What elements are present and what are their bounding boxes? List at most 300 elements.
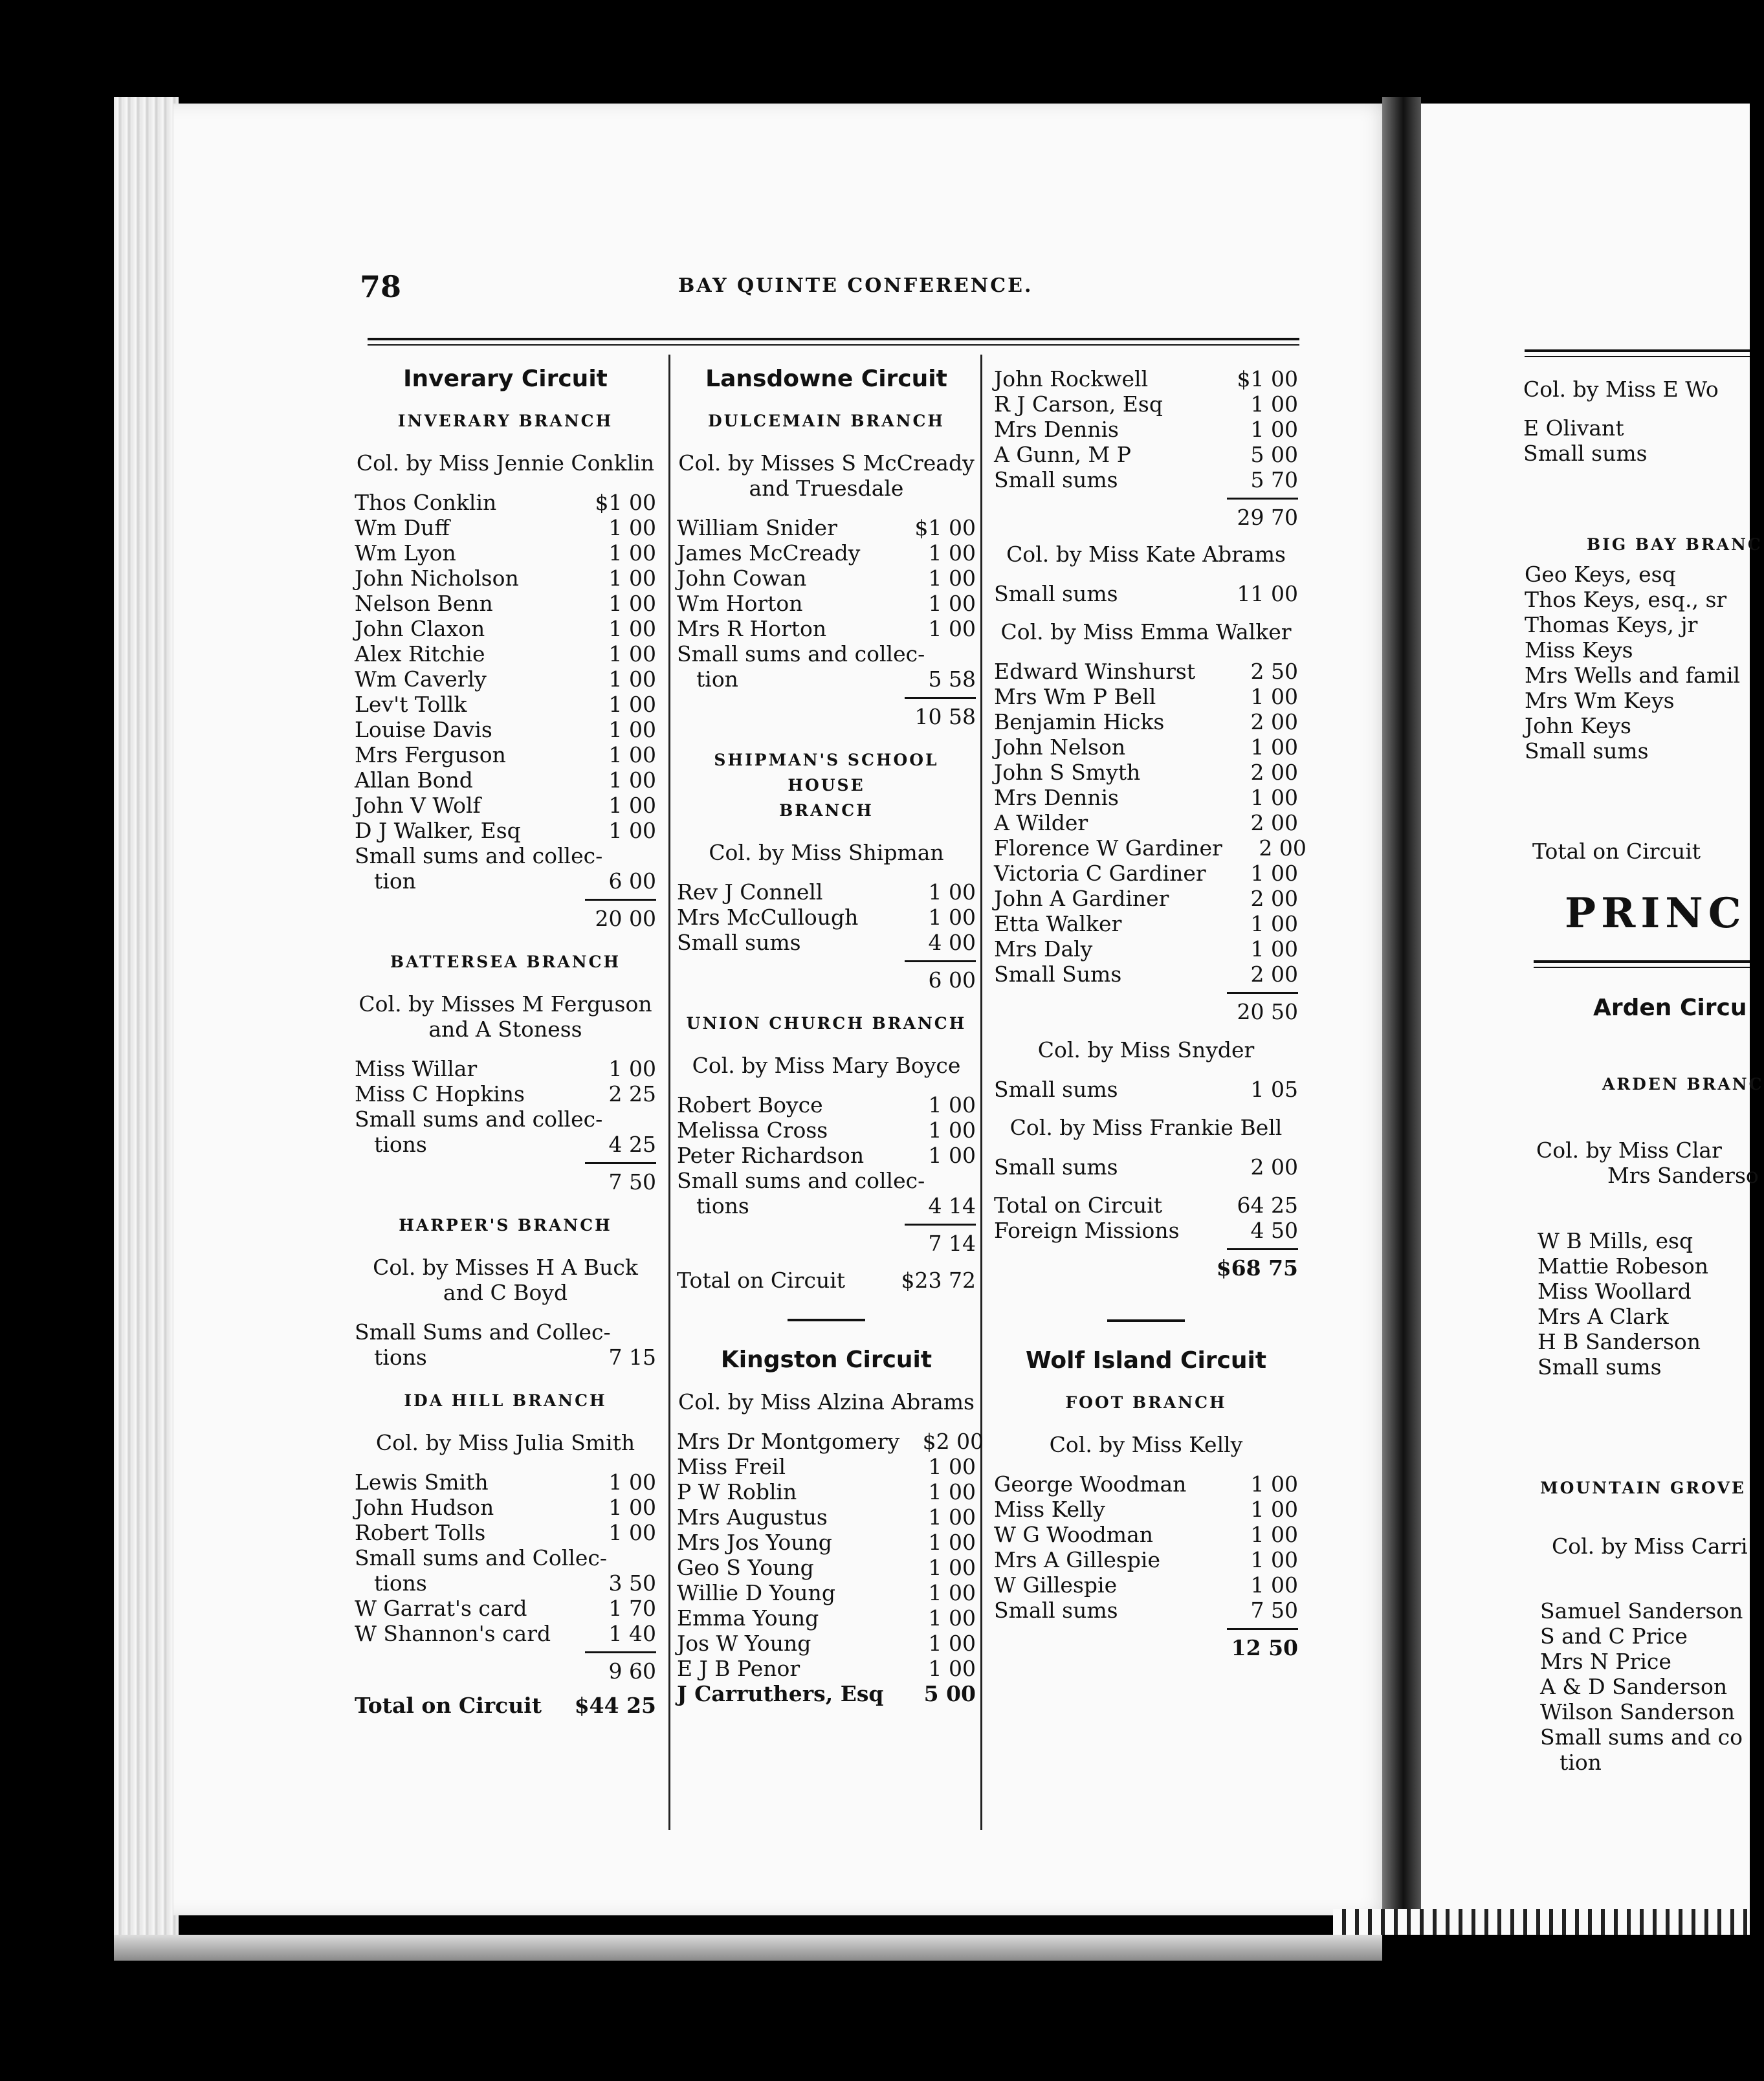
list-item: W B Mills, esq [1538,1228,1693,1253]
contributor-name: Mrs A Gillespie [994,1547,1161,1572]
contributor-name: tions [374,1570,427,1596]
column-2 [677,366,984,1706]
list-item [355,591,656,616]
list-item [355,767,656,793]
contributor-name: Rev J Connell [677,879,823,905]
contributor-name: Small Sums [994,962,1122,987]
contributor-name: Willie D Young [677,1580,835,1605]
contributor-name: Allan Bond [355,767,473,793]
scan-border [1333,1909,1750,1935]
contributor-name: John S Smyth [994,760,1141,785]
list-item: A & D Sanderson [1540,1674,1728,1699]
list-item [355,1520,656,1545]
column-divider-2 [980,355,982,1830]
contributor-name: Small sums and collec- [677,641,925,666]
list-item [677,1092,976,1118]
contributor-name: Wm Lyon [355,540,456,566]
sum-rule [585,1651,656,1653]
contributor-name: W Shannon's card [355,1621,551,1646]
amount: 2 00 [1259,835,1306,861]
contributor-name: tions [374,1345,427,1370]
sum-rule [585,1162,656,1164]
amount: 6 00 [608,868,656,894]
list-item [677,641,976,666]
list-item: Small sums [1525,738,1649,764]
column-divider-1 [668,355,670,1830]
list-item [994,1547,1298,1572]
list-item: Thomas Keys, jr [1525,612,1698,637]
list-item [677,905,976,930]
header-rule-bottom [368,344,1299,346]
branch-total: 9 60 [608,1658,656,1684]
header-rule-top [368,338,1299,340]
collector-line: Col. by Miss Alzina Abrams [678,1389,975,1415]
contributor-name: Alex Ritchie [355,641,485,666]
contributor-name: Mrs Dr Montgomery [677,1429,900,1454]
list-item [994,467,1298,492]
list-item [355,490,656,515]
contributor-name: Wm Duff [355,515,450,540]
list-item [994,1497,1298,1522]
contributor-name: George Woodman [994,1471,1187,1497]
contributor-name: Small sums and collec- [355,1107,603,1132]
branch-total: 20 00 [595,906,656,931]
branch-total: 6 00 [928,967,976,993]
contributor-name: Total on Circuit [677,1268,846,1293]
contributor-name: Mrs Daly [994,936,1093,962]
list-item: Geo Keys, esq [1525,562,1676,587]
amount: 7 50 [1250,1598,1298,1623]
amount: 64 25 [1237,1193,1298,1218]
contributor-name: Lev't Tollk [355,692,467,717]
list-item [677,515,976,540]
list-item [677,1479,976,1504]
contributor-name: Small sums and Collec- [355,1545,608,1570]
branch-heading: MOUNTAIN GROVE [1540,1479,1746,1497]
list-item [677,1656,976,1681]
contributor-name: Nelson Benn [355,591,493,616]
collector-line: Col. by Misses S McCready [678,450,975,476]
branch-total: 7 50 [608,1169,656,1195]
contributor-name: Robert Boyce [677,1092,823,1118]
amount: 1 00 [928,1092,976,1118]
sum-rule [1227,992,1298,994]
branch-heading: DULCEMAIN BRANCH [707,412,945,430]
circuit-heading: Lansdowne Circuit [705,366,947,392]
amount: 1 00 [928,1631,976,1656]
contributor-name: Florence W Gardiner [994,835,1222,861]
amount: 1 00 [928,1555,976,1580]
branch-heading: BRANCH [779,801,874,820]
amount: $1 00 [914,515,976,540]
contributor-name: Small sums [994,1154,1118,1180]
amount: 2 00 [1250,810,1298,835]
contributor-name: John Nelson [994,734,1126,760]
list-item: Small sums [1523,441,1648,466]
amount: 1 00 [608,818,656,843]
amount: 1 00 [928,1479,976,1504]
list-item: Miss Woollard [1538,1279,1692,1304]
amount: 2 25 [608,1081,656,1107]
branch-total: 12 50 [1231,1635,1298,1660]
list-item [994,1077,1298,1102]
contributor-name: Jos W Young [677,1631,811,1656]
contributor-name: Mrs Jos Young [677,1530,832,1555]
contributor-name: Peter Richardson [677,1143,865,1168]
contributor-name: Mrs McCullough [677,905,859,930]
amount: 1 00 [928,1504,976,1530]
sum-rule [905,960,976,962]
list-item [994,684,1298,709]
amount: 2 00 [1250,709,1298,734]
list-item [355,717,656,742]
amount: 1 00 [928,1605,976,1631]
amount: 1 00 [608,566,656,591]
amount [602,1107,687,1132]
amount: 1 00 [608,616,656,641]
list-item [355,666,656,692]
contributor-name: Small sums and collec- [355,843,603,868]
list-item: Miss Keys [1525,637,1633,663]
book-gutter [1382,97,1421,1935]
list-item [355,868,656,894]
inverary-list [355,490,656,894]
amount: 4 00 [928,930,976,955]
list-item [994,442,1298,467]
list-item [677,540,976,566]
amount: 1 00 [928,1118,976,1143]
amount: 1 00 [928,879,976,905]
contributor-name: Mrs Wm P Bell [994,684,1156,709]
list-item [677,1681,976,1706]
contributor-name: A Gunn, M P [994,442,1131,467]
collector-line: Col. by Miss Mary Boyce [692,1053,961,1078]
page-edges [114,97,179,1935]
page-number: 78 [360,269,402,304]
contributor-name: tions [374,1132,427,1157]
contributor-name: William Snider [677,515,837,540]
amount: 1 40 [608,1621,656,1646]
list-item [355,742,656,767]
list-item [355,1621,656,1646]
list-item [677,1454,976,1479]
branch-heading: FOOT BRANCH [1065,1393,1227,1412]
sum-rule [905,1224,976,1226]
contributor-name: Lewis Smith [355,1470,489,1495]
collector-line: Col. by Miss Julia Smith [375,1430,635,1455]
amount: 1 00 [608,1495,656,1520]
contributor-name: W Gillespie [994,1572,1118,1598]
list-item: Mrs N Price [1540,1649,1671,1674]
amount: 1 00 [608,666,656,692]
amount: 1 00 [928,540,976,566]
amount: 1 00 [1250,785,1298,810]
branch-total: 20 50 [1237,999,1298,1024]
list-item [677,1429,984,1454]
contributor-name: Miss C Hopkins [355,1081,525,1107]
list-item [994,936,1298,962]
contributor-name: Small sums [994,1598,1118,1623]
amount [602,843,687,868]
contributor-name: Thos Conklin [355,490,497,515]
list-item [677,1530,976,1555]
amount: 1 00 [608,1470,656,1495]
list-item: Mattie Robeson [1538,1253,1708,1279]
list-item [355,1570,656,1596]
list-item [677,1580,976,1605]
list-item [994,1522,1298,1547]
list-item [677,1631,976,1656]
contributor-name: John V Wolf [355,793,481,818]
list-item [677,591,976,616]
list-item [994,1572,1298,1598]
list-item: Wilson Sanderson [1540,1699,1736,1724]
contributor-name: E J B Penor [677,1656,800,1681]
amount: 1 00 [928,1530,976,1555]
list-item [994,391,1298,417]
list-item [355,818,656,843]
amount: 2 00 [1250,1154,1298,1180]
list-item [677,879,976,905]
contributor-name: W Garrat's card [355,1596,527,1621]
collector-line: Col. by Miss Snyder [1037,1037,1255,1063]
contributor-name: Benjamin Hicks [994,709,1165,734]
contributor-name: tion [374,868,416,894]
right-header-rule-2 [1525,356,1750,357]
section-rule [788,1319,865,1321]
sum-rule [1227,1628,1298,1630]
sum-rule [585,899,656,901]
circuit-heading: Inverary Circuit [403,366,608,392]
list-item [677,1555,976,1580]
contributor-name: Small sums [994,581,1118,606]
contributor-name: tion [696,666,738,692]
branch-total: 7 14 [928,1231,976,1256]
amount: 1 00 [608,742,656,767]
amount: 1 00 [608,540,656,566]
list-item [994,659,1298,684]
list-item [355,1345,656,1370]
list-item [677,1504,976,1530]
amount: 2 00 [1250,760,1298,785]
list-item [677,930,976,955]
list-item: H B Sanderson [1538,1329,1701,1354]
contributor-name: Small sums [994,467,1118,492]
amount: 1 00 [928,1454,976,1479]
contributor-name: John A Gardiner [994,886,1169,911]
contributor-name: Robert Tolls [355,1520,486,1545]
contributor-name: Mrs Dennis [994,417,1119,442]
amount: $1 00 [1237,366,1298,391]
amount: 1 00 [608,767,656,793]
page-bottom-edge [114,1935,1382,1961]
collector-line: Col. by Miss Clar [1536,1138,1722,1163]
list-item [355,1319,656,1345]
sum-rule [1227,498,1298,500]
right-header-rule [1525,349,1750,352]
contributor-name: W G Woodman [994,1522,1154,1547]
amount: 11 00 [1237,581,1298,606]
contributor-name: Edward Winshurst [994,659,1196,684]
contributor-name: John Rockwell [994,366,1149,391]
branch-heading: ARDEN BRANC [1602,1075,1764,1094]
list-item [677,1118,976,1143]
list-item [355,843,656,868]
amount: 1 00 [608,515,656,540]
contributor-name: James McCready [677,540,861,566]
collector-line: Col. by Miss Kate Abrams [1006,542,1286,567]
contributor-name: Mrs Ferguson [355,742,506,767]
amount: 1 00 [608,641,656,666]
collector-line: Col. by Miss E Wo [1523,377,1719,402]
list-item: Small sums [1538,1354,1662,1380]
contributor-name: R J Carson, Esq [994,391,1163,417]
circuit-heading: Arden Circu [1593,995,1747,1021]
list-item [994,1154,1298,1180]
amount: 1 00 [1250,417,1298,442]
amount: 1 05 [1250,1077,1298,1102]
amount: 1 00 [608,1520,656,1545]
list-item [677,1605,976,1631]
collector-line: Col. by Miss Emma Walker [1000,619,1292,644]
contributor-name: Mrs Augustus [677,1504,828,1530]
list-item [994,581,1298,606]
amount: 5 58 [928,666,976,692]
contributor-name: Melissa Cross [677,1118,828,1143]
collector-line: and Truesdale [749,476,904,501]
amount: 1 00 [1250,911,1298,936]
section-title: PRINC [1565,889,1747,938]
section-rule-2 [1534,967,1750,968]
amount: 1 00 [1250,734,1298,760]
list-item: tion [1560,1750,1602,1775]
amount: 1 00 [928,591,976,616]
collector-line: Col. by Miss Shipman [709,840,944,865]
list-item [355,566,656,591]
contributor-name: A Wilder [994,810,1088,835]
list-item [355,1056,656,1081]
contributor-name: Victoria C Gardiner [994,861,1206,886]
amount: 1 00 [1250,1522,1298,1547]
grand-total: $68 75 [1216,1255,1298,1281]
list-item: Mrs Wells and famil [1525,663,1741,688]
collector-line: Col. by Miss Jennie Conklin [356,450,655,476]
list-item [994,962,1298,987]
list-item [355,1545,656,1570]
contributor-name: Miss Willar [355,1056,478,1081]
list-item: E Olivant [1523,415,1624,441]
list-item: S and C Price [1540,1624,1688,1649]
amount: 5 70 [1250,467,1298,492]
list-item [355,1132,656,1157]
sum-rule [1227,1248,1298,1250]
amount: 1 00 [1250,684,1298,709]
list-item [355,540,656,566]
branch-heading: UNION CHURCH BRANCH [686,1014,967,1033]
amount: 1 00 [608,1056,656,1081]
amount: 4 25 [608,1132,656,1157]
branch-heading: BIG BAY BRANC [1587,535,1763,554]
contributor-name: Miss Kelly [994,1497,1105,1522]
amount: 1 00 [1250,1572,1298,1598]
amount: 5 00 [1250,442,1298,467]
list-item [994,760,1298,785]
contributor-name: Small sums [677,930,801,955]
list-item [355,793,656,818]
amount: 1 00 [1250,936,1298,962]
circuit-total-row [677,1268,976,1293]
contributor-name: Etta Walker [994,911,1122,936]
collector-line: Col. by Miss Carri [1552,1534,1748,1559]
contributor-name: John Claxon [355,616,485,641]
amount: 1 00 [1250,861,1298,886]
column-3 [994,366,1306,1660]
amount: $23 72 [901,1268,976,1293]
foreign-missions-row [994,1218,1298,1243]
list-item [994,734,1298,760]
circuit-total-row [355,1693,656,1718]
list-item: Mrs Wm Keys [1525,688,1675,713]
list-item [994,1598,1298,1623]
list-item [994,835,1306,861]
list-item [994,417,1298,442]
contributor-name: John Cowan [677,566,807,591]
amount: 1 00 [928,1580,976,1605]
section-rule [1534,960,1750,963]
contributor-name: Total on Circuit [994,1193,1163,1218]
sum-rule [905,697,976,699]
list-item [355,641,656,666]
contributor-name: Louise Davis [355,717,492,742]
contributor-name: Foreign Missions [994,1218,1180,1243]
contributor-name: Small sums and collec- [677,1168,925,1193]
list-item [355,515,656,540]
amount: 1 00 [608,717,656,742]
collector-line: Mrs Sanderso [1607,1163,1759,1188]
branch-heading: IDA HILL BRANCH [404,1391,607,1410]
contributor-name: Wm Caverly [355,666,487,692]
amount: 1 70 [608,1596,656,1621]
collector-line: Col. by Miss Frankie Bell [1009,1115,1283,1140]
contributor-name: Small Sums and Collec- [355,1319,611,1345]
list-item [677,1168,976,1193]
amount: 7 15 [608,1345,656,1370]
list-item [994,810,1298,835]
contributor-name: Miss Freil [677,1454,786,1479]
amount: $44 25 [574,1693,656,1718]
list-item [677,566,976,591]
list-item [355,1107,656,1132]
list-item [677,1143,976,1168]
amount: $2 00 [922,1429,984,1454]
list-item [994,886,1298,911]
branch-total: 10 58 [914,704,976,729]
amount: 1 00 [928,566,976,591]
list-item [994,911,1298,936]
amount: $1 00 [595,490,656,515]
amount: 5 00 [923,1681,976,1706]
circuit-heading: Wolf Island Circuit [1025,1347,1267,1374]
list-item: Thos Keys, esq., sr [1525,587,1727,612]
list-item [355,1081,656,1107]
branch-heading: SHIPMAN'S SCHOOL HOUSE [714,751,939,795]
amount: 2 00 [1250,886,1298,911]
list-item [355,616,656,641]
contributor-name: D J Walker, Esq [355,818,521,843]
list-item [677,616,976,641]
collector-line: Col. by Misses H A Buck [373,1255,638,1280]
contributor-name: Small sums [994,1077,1118,1102]
